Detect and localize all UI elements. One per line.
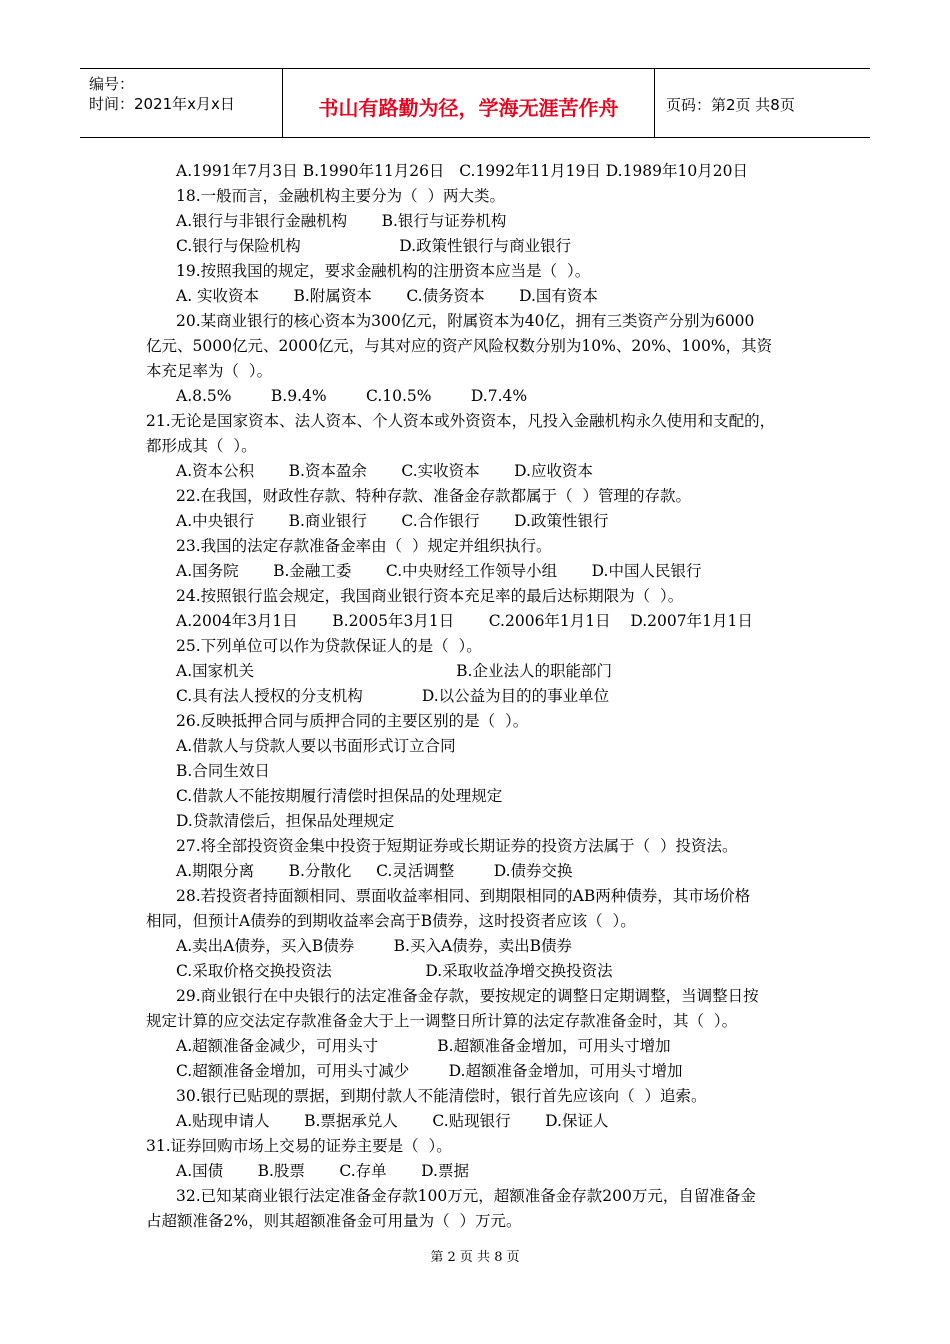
text-line: C.银行与保险机构 D.政策性银行与商业银行 (176, 237, 572, 255)
text-line: A.国务院 B.金融工委 C.中央财经工作领导小组 D.中国人民银行 (176, 562, 702, 580)
page-footer: 第 2 页 共 8 页 (430, 1250, 520, 1265)
text-line: A.8.5% B.9.4% C.10.5% D.7.4% (176, 387, 528, 405)
text-line: 30.银行已贴现的票据，到期付款人不能清偿时，银行首先应该向（ ）追索。 (176, 1087, 707, 1105)
text-line: A.国债 B.股票 C.存单 D.票据 (176, 1162, 469, 1180)
text-line: 23.我国的法定存款准备金率由（ ）规定并组织执行。 (176, 537, 552, 555)
text-line: 31.证券回购市场上交易的证券主要是（ ）。 (146, 1137, 452, 1155)
text-line: 29.商业银行在中央银行的法定准备金存款，要按规定的调整日定期调整，当调整日按 (176, 987, 759, 1005)
text-line: A.超额准备金减少，可用头寸 B.超额准备金增加，可用头寸增加 (176, 1037, 671, 1055)
text-line: A.1991年7月3日 B.1990年11月26日 C.1992年11月19日 D.1989年10月20日 (176, 162, 748, 180)
text-line: 28.若投资者持面额相同、票面收益率相同、到期限相同的AB两种债券，其市场价格 (176, 887, 751, 905)
text-line: A. 实收资本 B.附属资本 C.债务资本 D.国有资本 (176, 287, 598, 305)
text-line: A.银行与非银行金融机构 B.银行与证券机构 (176, 212, 507, 230)
document-date-label: 时间：2021年x月x日 (89, 95, 235, 113)
text-line: C.具有法人授权的分支机构 D.以公益为目的的事业单位 (176, 687, 610, 705)
header-table (80, 68, 870, 138)
text-line: A.2004年3月1日 B.2005年3月1日 C.2006年1月1日 D.2007年1月1日 (176, 612, 753, 630)
text-line: 占超额准备2%，则其超额准备金可用量为（ ）万元。 (146, 1212, 522, 1230)
text-line: 21.无论是国家资本、法人资本、个人资本或外资资本，凡投入金融机构永久使用和支配的， (146, 412, 776, 430)
text-line: 22.在我国，财政性存款、特种存款、准备金存款都属于（ ）管理的存款。 (176, 487, 692, 505)
text-line: 24.按照银行监会规定，我国商业银行资本充足率的最后达标期限为（ ）。 (176, 587, 684, 605)
text-line: A.资本公积 B.资本盈余 C.实收资本 D.应收资本 (176, 462, 593, 480)
text-line: A.中央银行 B.商业银行 C.合作银行 D.政策性银行 (176, 512, 609, 530)
text-line: 25.下列单位可以作为贷款保证人的是（ ）。 (176, 637, 482, 655)
text-line: A.卖出A债券，买入B债券 B.买入A债券，卖出B债券 (176, 937, 573, 955)
text-line: 18.一般而言，金融机构主要分为（ ）两大类。 (176, 187, 506, 205)
text-line: 本充足率为（ ）。 (146, 362, 273, 380)
text-line: 都形成其（ ）。 (146, 437, 257, 455)
text-line: 相同，但预计A债券的到期收益率会高于B债券，这时投资者应该（ ）。 (146, 912, 636, 930)
text-line: B.合同生效日 (176, 762, 270, 780)
text-line: 26.反映抵押合同与质押合同的主要区别的是（ ）。 (176, 712, 529, 730)
text-line: A.借款人与贷款人要以书面形式订立合同 (176, 737, 456, 755)
text-line: C.借款人不能按期履行清偿时担保品的处理规定 (176, 787, 503, 805)
text-line: 亿元、5000亿元、2000亿元，与其对应的资产风险权数分别为10%、20%、100%，其资 (146, 337, 773, 355)
text-line: 规定计算的应交法定存款准备金大于上一调整日所计算的法定存款准备金时，其（ ）。 (146, 1012, 738, 1030)
text-line: 27.将全部投资资金集中投资于短期证券或长期证券的投资方法属于（ ）投资法。 (176, 837, 738, 855)
text-line: 32.已知某商业银行法定准备金存款100万元，超额准备金存款200万元，自留准备金 (176, 1187, 756, 1205)
header-motto: 书山有路勤为径，学海无涯苦作舟 (318, 96, 619, 120)
text-line: A.国家机关 B.企业法人的职能部门 (176, 662, 612, 680)
header-info-cell (80, 69, 283, 137)
header-page-info: 页码：第2页 共8页 (666, 96, 795, 114)
text-line: C.采取价格交换投资法 D.采取收益净增交换投资法 (176, 962, 613, 980)
header-motto-cell (283, 69, 655, 137)
text-line: 19.按照我国的规定，要求金融机构的注册资本应当是（ ）。 (176, 262, 591, 280)
text-line: A.贴现申请人 B.票据承兑人 C.贴现银行 D.保证人 (176, 1112, 609, 1130)
document-code-label: 编号： (89, 75, 135, 93)
text-line: 20.某商业银行的核心资本为300亿元，附属资本为40亿，拥有三类资产分别为6000 (176, 312, 755, 330)
text-line: D.贷款清偿后，担保品处理规定 (176, 812, 395, 830)
text-line: A.期限分离 B.分散化 C.灵活调整 D.债券交换 (176, 862, 573, 880)
header-page-cell (655, 69, 870, 137)
text-line: C.超额准备金增加，可用头寸减少 D.超额准备金增加，可用头寸增加 (176, 1062, 683, 1080)
